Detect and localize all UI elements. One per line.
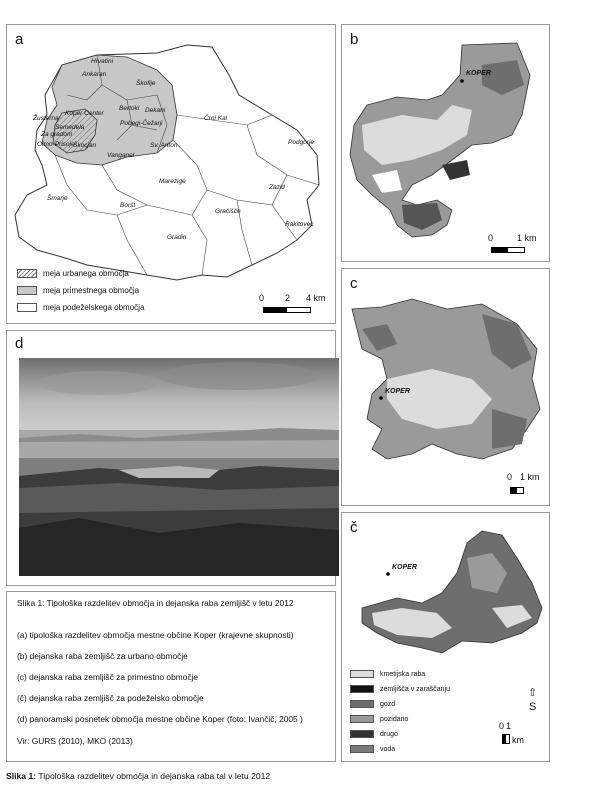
legend-urban	[17, 269, 129, 278]
place-label: Koper Center	[65, 110, 104, 117]
panel-c-letter: c	[350, 275, 358, 292]
legend-row	[350, 700, 395, 708]
koper-label: KOPER	[466, 70, 491, 77]
panel-d-letter: d	[15, 335, 24, 352]
legend-label: kmetijska raba	[380, 670, 426, 678]
place-label: Gračišče	[215, 208, 241, 215]
place-label: Škofije	[136, 80, 156, 87]
legend-row	[350, 715, 408, 723]
place-label: Žusterna	[33, 115, 59, 122]
gray-swatch	[17, 286, 37, 295]
legend-swatch	[350, 730, 374, 738]
place-label: Ankaran	[82, 71, 107, 78]
scale-tick: 0	[499, 721, 505, 731]
koper-label: KOPER	[392, 564, 417, 571]
scale-bar	[502, 734, 510, 744]
panel-cc-rural-landuse	[341, 512, 550, 762]
figure-footer	[6, 771, 270, 781]
legend-swatch	[350, 670, 374, 678]
place-label: Sv. Anton	[150, 142, 178, 149]
caption-item: (a) tipološka razdelitev območja mestne občine Koper (krajevne skupnosti)	[17, 630, 294, 640]
koper-label: KOPER	[385, 388, 410, 395]
caption-source: Vir: GURS (2010), MKO (2013)	[17, 736, 133, 746]
legend-label: meja podeželskega območja	[43, 303, 145, 312]
place-label: Za gradom	[41, 131, 73, 138]
legend-label: zemljišča v zaraščanju	[380, 685, 451, 693]
scale-tick: 0	[259, 293, 265, 303]
scale-bar	[263, 307, 311, 313]
legend-swatch	[350, 745, 374, 753]
scale-tick: 0	[488, 233, 494, 243]
place-label: Pobegi-Čežarji	[120, 120, 163, 127]
place-label: Podgorje	[288, 139, 315, 146]
panel-c-suburban-landuse	[341, 268, 550, 506]
place-label: Vanganel	[107, 152, 135, 159]
scale-bar	[510, 487, 524, 494]
legend-label: gozd	[380, 700, 396, 708]
rural-landuse-map	[342, 513, 549, 761]
legend-label: meja primestnega območja	[43, 286, 140, 295]
panel-a-letter: a	[15, 31, 24, 48]
legend-swatch	[350, 715, 374, 723]
scale-unit: km	[512, 735, 524, 745]
place-label: Hrvatini	[91, 58, 114, 65]
panel-a-municipality-map	[6, 24, 336, 324]
place-label: Črni Kal	[204, 115, 228, 122]
legend-swatch	[350, 700, 374, 708]
scale-tick: 2	[285, 293, 291, 303]
caption-item: (č) dejanska raba zemljišč za podeželsko območje	[17, 693, 204, 703]
caption-box	[6, 591, 336, 762]
legend-label: meja urbanega območja	[43, 269, 129, 278]
place-label: Bertoki	[119, 105, 140, 112]
scale-tick: 4 km	[306, 293, 326, 303]
place-label: Šmarje	[47, 195, 68, 202]
scale-tick: 0	[507, 472, 513, 482]
panorama-photo	[19, 358, 339, 576]
legend-label: pozidano	[380, 715, 409, 723]
panel-b-urban-landuse	[341, 24, 550, 262]
hatch-swatch	[17, 269, 37, 278]
legend-row	[350, 745, 395, 753]
legend-row	[350, 685, 450, 693]
scale-tick: 1 km	[517, 233, 537, 243]
white-swatch	[17, 303, 37, 312]
caption-item: (d) panoramski posnetek območja mestne občine Koper (foto: Ivančič, 2005 )	[17, 714, 303, 724]
north-arrow-icon: ⇧	[528, 687, 538, 699]
footer-text: Tipološka razdelitev območja in dejanska raba tal v letu 2012	[38, 771, 271, 781]
panel-b-letter: b	[350, 31, 359, 48]
place-label: Semedela	[55, 124, 85, 131]
place-label: Olmo-Prisoje	[37, 141, 75, 148]
place-label: Gradin	[167, 234, 187, 241]
place-label: Rakitovec	[285, 221, 314, 228]
legend-suburban	[17, 286, 139, 295]
caption-item: (c) dejanska raba zemljišč za primestno območje	[17, 672, 199, 682]
footer-label: Slika 1:	[6, 771, 37, 781]
municipality-map	[7, 25, 335, 323]
scale-tick: 1 km	[520, 472, 540, 482]
caption-title: Slika 1: Tipološka razdelitev območja in dejanska raba zemljišč v letu 2012	[17, 598, 294, 608]
north-label: S	[529, 701, 537, 713]
legend-swatch	[350, 685, 374, 693]
scale-bar	[491, 247, 525, 253]
place-label: Zazid	[269, 184, 285, 191]
legend-label: drugo	[380, 730, 398, 738]
legend-row	[350, 730, 398, 738]
place-label: Marezige	[159, 178, 186, 185]
place-label: Škocjan	[73, 142, 97, 149]
suburban-landuse-map	[342, 269, 549, 505]
panel-d-panorama	[6, 330, 336, 586]
panel-cc-letter: č	[350, 519, 358, 536]
legend-row	[350, 670, 425, 678]
scale-tick: 1	[506, 721, 512, 731]
place-label: Boršt	[120, 202, 136, 209]
legend-label: voda	[380, 745, 396, 753]
caption-item: (b) dejanska raba zemljišč za urbano območje	[17, 651, 188, 661]
urban-landuse-map	[342, 25, 549, 261]
legend-rural	[17, 303, 144, 312]
place-label: Dekani	[145, 107, 166, 114]
